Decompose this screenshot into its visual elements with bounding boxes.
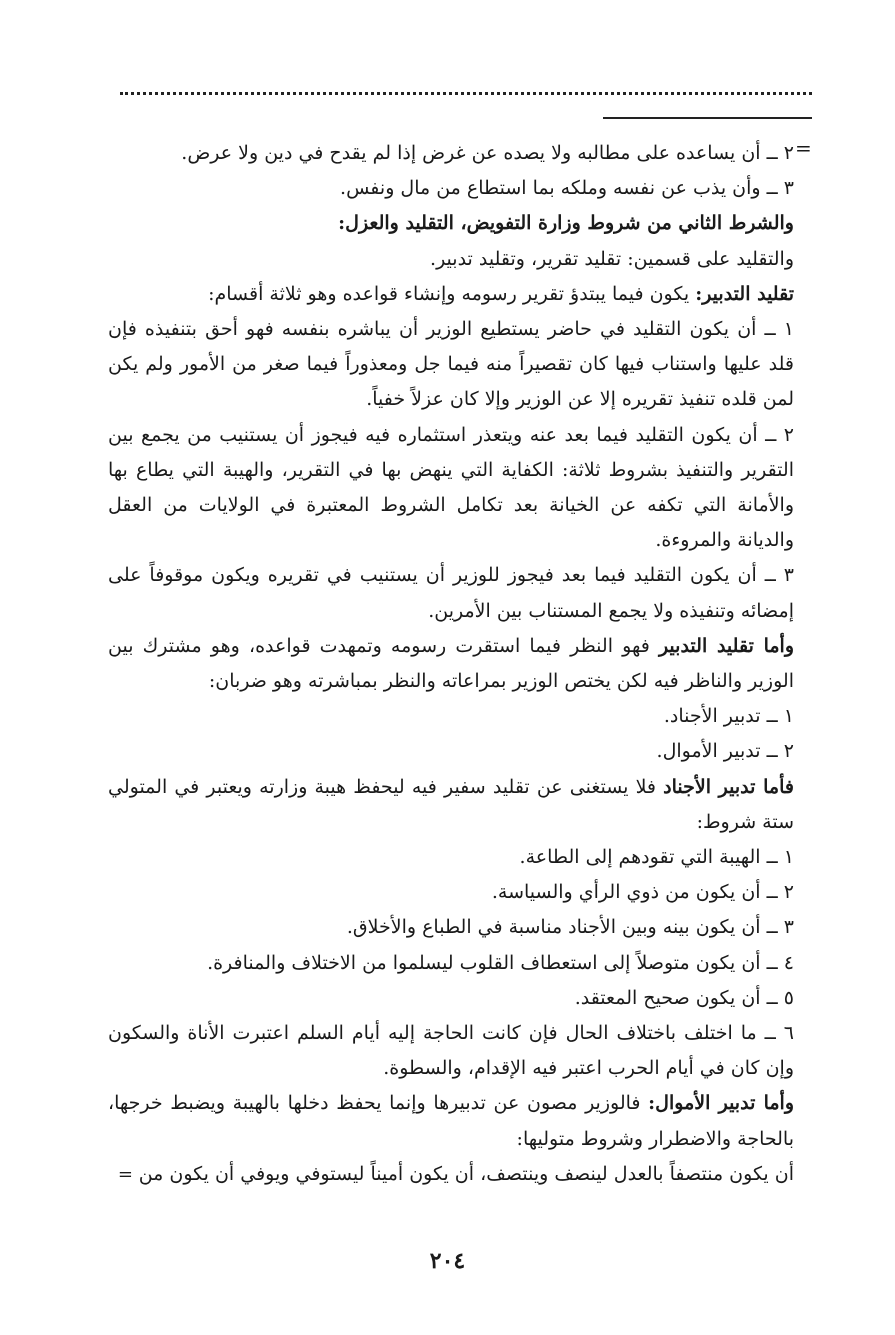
line-taqlid-division: والتقليد على قسمين: تقليد تقرير، وتقليد تدبير. [430,247,794,270]
page-number: ٢٠٤ [429,1248,466,1274]
line-item-2: ٢ ــ أن يساعده على مطالبه ولا يصده عن غرض إذا لم يقدح في دين ولا عرض. [181,142,794,164]
paragraph-final-text: أن يكون منتصفاً بالعدل لينصف وينتصف، أن يكون أميناً ليستوفي ويوفي أن يكون من [138,1162,794,1185]
condition-2: ٢ ــ أن يكون من ذوي الرأي والسياسة. [491,881,794,904]
section-heading-second-condition: والشرط الثاني من شروط وزارة التفويض، التقليد والعزل: [338,212,794,235]
paragraph-amma-taqlid-text: فهو النظر فيما استقرت رسومه وتمهدت قواعده، وهو مشترك بين الوزير والناظر فيه لكن يختص الوزير بمراعاته والنظر بمباشرته وهو ضربان: [108,634,794,693]
term-amma-taqlid: وأما تقليد التدبير [658,634,794,657]
paragraph-taqlid-tadbir-text: يكون فيما يبتدؤ تقرير رسومه وإنشاء قواعده وهو ثلاثة أقسام: [208,282,696,305]
condition-3: ٣ ــ أن يكون بينه وبين الأجناد مناسبة في الطباع والأخلاق. [346,916,794,939]
continuation-mark: = [117,1163,139,1185]
term-tadbir-ajnad: فأما تدبير الأجناد [663,775,794,798]
paragraph-amma-taqlid [108,629,794,699]
list-item-tadbir-amwal: ٢ ــ تدبير الأموال. [656,740,794,763]
paragraph-section-1: ١ ــ أن يكون التقليد في حاضر يستطيع الوزير أن يباشره بنفسه فهو أحق بتنفيذه فإن قلد عليها واستناب فيها كان تقصيراً منه فيما جل ومعذوراً فيما صغر من الأمور ولم يكن لمن قلده تنفيذ تقريره إلا عن الوزير وإلا كان عزلاً خفياً. [108,318,794,411]
condition-4: ٤ ــ أن يكون متوصلاً إلى استعطاف القلوب ليسلموا من الاختلاف والمنافرة. [207,951,794,974]
paragraph-taqlid-tadbir [108,277,794,312]
paragraph-section-2: ٢ ــ أن يكون التقليد فيما بعد عنه ويتعذر استثماره فيه فيجوز أن يستنيب من يجمع بين التقرير والتنفيذ بشروط ثلاثة: الكفاية التي ينهض بها في التقرير، والهيبة التي يطاع بها والأمانة التي تكفه عن الخيانة بعد تكامل الشروط المعتبرة في الولايات من العقل والديانة والمروءة. [108,423,794,552]
paragraph-section-3: ٣ ــ أن يكون التقليد فيما بعد فيجوز للوزير أن يستنيب في تقريره ويكون موقوفاً على إمضائه وتنفيذه ولا يجمع المستناب بين الأمرين. [108,564,794,622]
line-item-3: ٣ ــ وأن يذب عن نفسه وملكه بما استطاع من مال ونفس. [340,177,794,200]
paragraph-tadbir-ajnad-text: فلا يستغنى عن تقليد سفير فيه ليحفظ هيبة وزارته ويعتبر في المتولي ستة شروط: [108,775,794,833]
paragraph-tadbir-amwal-text: فالوزير مصون عن تدبيرها وإنما يحفظ دخلها بالهيبة ويضبط خرجها، بالحاجة والاضطرار وشروط متوليها: [108,1092,794,1150]
paragraph-tadbir-amwal [108,1086,794,1156]
list-item-tadbir-ajnad: ١ ــ تدبير الأجناد. [663,705,794,728]
condition-5: ٥ ــ أن يكون صحيح المعتقد. [574,986,794,1009]
dotted-separator [120,92,812,95]
term-taqlid-tadbir: تقليد التدبير: [695,282,794,305]
condition-6: ٦ ــ ما اختلف باختلاف الحال فإن كانت الحاجة إليه أيام السلم اعتبرت الأناة والسكون وإن كان في أيام الحرب اعتبر فيه الإقدام، والسطوة. [108,1022,794,1080]
footnote-text [108,136,794,1192]
term-tadbir-amwal: وأما تدبير الأموال: [648,1092,795,1115]
paragraph-final [108,1157,794,1192]
footnote-rule [603,117,812,119]
condition-1: ١ ــ الهيبة التي تقودهم إلى الطاعة. [519,846,794,869]
margin-continuation-mark: = [795,136,812,160]
paragraph-tadbir-ajnad [108,770,794,840]
